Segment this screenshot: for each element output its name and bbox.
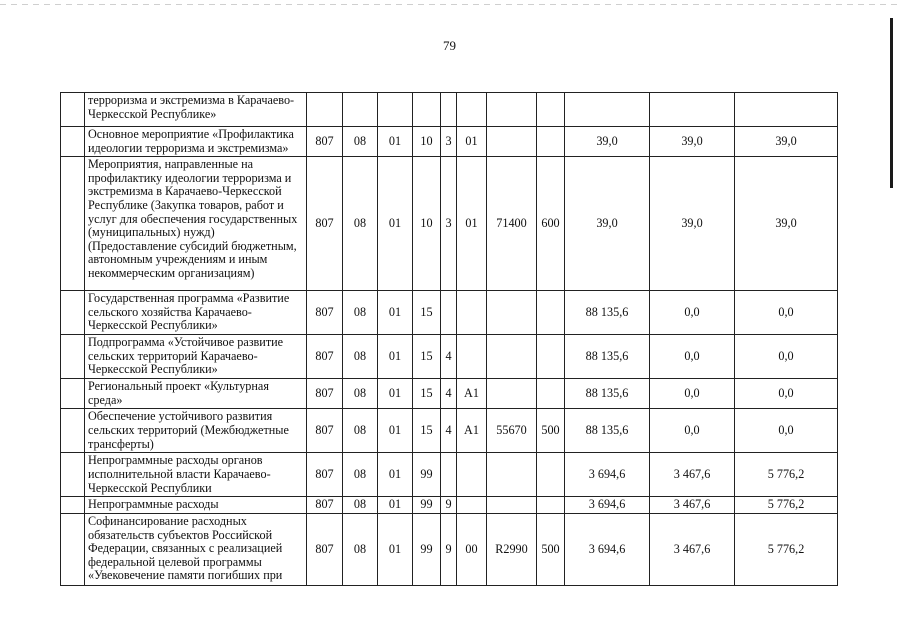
code-event (457, 291, 487, 335)
row-description: Основное мероприятие «Профилактика идеологии терроризма и экстремизма» (85, 127, 307, 157)
table-row (61, 453, 838, 497)
row-description: Подпрограмма «Устойчивое развитие сельских территорий Карачаево-Черкесской Республики» (85, 335, 307, 379)
code-direction: 55670 (487, 409, 537, 453)
code-gad: 807 (307, 127, 343, 157)
code-expense-type (537, 291, 565, 335)
budget-table (60, 92, 838, 586)
row-number-cell (61, 127, 85, 157)
table-row (61, 409, 838, 453)
amount-year-1: 88 135,6 (565, 291, 650, 335)
amount-year-1: 3 694,6 (565, 513, 650, 585)
amount-year-2: 3 467,6 (650, 453, 735, 497)
table-row (61, 497, 838, 514)
code-subsection: 01 (378, 453, 413, 497)
table-row (61, 127, 838, 157)
code-direction: R2990 (487, 513, 537, 585)
code-gad: 807 (307, 335, 343, 379)
code-gad: 807 (307, 157, 343, 291)
code-program: 99 (413, 513, 441, 585)
code-section (343, 93, 378, 127)
row-description: терроризма и экстремизма в Карачаево-Черкесской Республике» (85, 93, 307, 127)
code-program: 15 (413, 409, 441, 453)
code-program: 99 (413, 497, 441, 514)
code-direction (487, 379, 537, 409)
code-subprogram: 9 (441, 513, 457, 585)
table-row (61, 291, 838, 335)
row-number-cell (61, 335, 85, 379)
row-number-cell (61, 291, 85, 335)
code-subsection (378, 93, 413, 127)
code-program: 10 (413, 157, 441, 291)
amount-year-1: 39,0 (565, 157, 650, 291)
amount-year-3: 0,0 (735, 335, 838, 379)
amount-year-2: 39,0 (650, 157, 735, 291)
code-subprogram: 3 (441, 127, 457, 157)
code-expense-type (537, 93, 565, 127)
code-section: 08 (343, 379, 378, 409)
code-subprogram (441, 291, 457, 335)
code-section: 08 (343, 453, 378, 497)
code-gad: 807 (307, 409, 343, 453)
code-subsection: 01 (378, 157, 413, 291)
amount-year-2: 3 467,6 (650, 497, 735, 514)
row-number-cell (61, 409, 85, 453)
code-subprogram (441, 453, 457, 497)
row-description: Мероприятия, направленные на профилактику идеологии терроризма и экстремизма в Карачаево-Черкесской Республике (Закупка товаров, работ и услуг для обеспечения государственных (муниципальных) нужд) (Предоставление субсидий бюджетным, автономным учреждениям и иным некоммерческим организациям) (85, 157, 307, 291)
amount-year-3: 39,0 (735, 127, 838, 157)
table-row (61, 379, 838, 409)
code-subprogram (441, 93, 457, 127)
row-number-cell (61, 93, 85, 127)
amount-year-2: 0,0 (650, 291, 735, 335)
code-expense-type (537, 379, 565, 409)
code-direction: 71400 (487, 157, 537, 291)
code-event: 01 (457, 127, 487, 157)
row-number-cell (61, 453, 85, 497)
amount-year-3: 0,0 (735, 291, 838, 335)
code-direction (487, 127, 537, 157)
amount-year-1: 39,0 (565, 127, 650, 157)
code-gad: 807 (307, 453, 343, 497)
code-expense-type: 500 (537, 513, 565, 585)
table-row (61, 335, 838, 379)
code-subsection: 01 (378, 335, 413, 379)
code-event: A1 (457, 379, 487, 409)
table-row (61, 93, 838, 127)
code-subsection: 01 (378, 409, 413, 453)
row-description: Непрограммные расходы (85, 497, 307, 514)
code-expense-type (537, 497, 565, 514)
table-row (61, 157, 838, 291)
code-expense-type: 500 (537, 409, 565, 453)
amount-year-3: 39,0 (735, 157, 838, 291)
code-program: 15 (413, 291, 441, 335)
code-section: 08 (343, 513, 378, 585)
row-description: Обеспечение устойчивого развития сельских территорий (Межбюджетные трансферты) (85, 409, 307, 453)
code-event: A1 (457, 409, 487, 453)
amount-year-2: 0,0 (650, 335, 735, 379)
amount-year-3: 0,0 (735, 409, 838, 453)
amount-year-3: 5 776,2 (735, 453, 838, 497)
code-subprogram: 4 (441, 379, 457, 409)
page-number: 79 (443, 38, 456, 53)
amount-year-3 (735, 93, 838, 127)
code-gad: 807 (307, 291, 343, 335)
amount-year-3: 5 776,2 (735, 497, 838, 514)
code-program: 99 (413, 453, 441, 497)
amount-year-1: 88 135,6 (565, 335, 650, 379)
code-section: 08 (343, 157, 378, 291)
code-event (457, 93, 487, 127)
row-number-cell (61, 497, 85, 514)
code-gad: 807 (307, 379, 343, 409)
row-number-cell (61, 157, 85, 291)
amount-year-2: 0,0 (650, 379, 735, 409)
code-subsection: 01 (378, 291, 413, 335)
amount-year-1: 3 694,6 (565, 453, 650, 497)
row-description: Непрограммные расходы органов исполнительной власти Карачаево-Черкесской Республики (85, 453, 307, 497)
code-subprogram: 4 (441, 409, 457, 453)
row-number-cell (61, 513, 85, 585)
amount-year-3: 0,0 (735, 379, 838, 409)
code-gad (307, 93, 343, 127)
code-program: 15 (413, 379, 441, 409)
code-direction (487, 291, 537, 335)
code-expense-type (537, 127, 565, 157)
code-subsection: 01 (378, 379, 413, 409)
code-subprogram: 3 (441, 157, 457, 291)
amount-year-2 (650, 93, 735, 127)
code-event: 01 (457, 157, 487, 291)
row-description: Государственная программа «Развитие сельского хозяйства Карачаево-Черкесской Республики» (85, 291, 307, 335)
code-subsection: 01 (378, 513, 413, 585)
code-subsection: 01 (378, 127, 413, 157)
code-subsection: 01 (378, 497, 413, 514)
amount-year-1: 88 135,6 (565, 379, 650, 409)
code-section: 08 (343, 497, 378, 514)
code-subprogram: 4 (441, 335, 457, 379)
code-direction (487, 453, 537, 497)
code-section: 08 (343, 335, 378, 379)
code-expense-type (537, 335, 565, 379)
scan-edge-top (0, 4, 899, 5)
code-program: 10 (413, 127, 441, 157)
table-row (61, 513, 838, 585)
amount-year-2: 0,0 (650, 409, 735, 453)
amount-year-1 (565, 93, 650, 127)
code-direction (487, 335, 537, 379)
code-section: 08 (343, 409, 378, 453)
code-expense-type: 600 (537, 157, 565, 291)
row-description: Региональный проект «Культурная среда» (85, 379, 307, 409)
row-description: Софинансирование расходных обязательств субъектов Российской Федерации, связанных с реализацией федеральной целевой программы «Увековечение памяти погибших при (85, 513, 307, 585)
code-direction (487, 497, 537, 514)
code-section: 08 (343, 291, 378, 335)
code-section: 08 (343, 127, 378, 157)
code-subprogram: 9 (441, 497, 457, 514)
amount-year-3: 5 776,2 (735, 513, 838, 585)
row-number-cell (61, 379, 85, 409)
code-event (457, 453, 487, 497)
table-body (61, 93, 838, 586)
code-gad: 807 (307, 497, 343, 514)
amount-year-1: 88 135,6 (565, 409, 650, 453)
code-expense-type (537, 453, 565, 497)
code-program: 15 (413, 335, 441, 379)
code-gad: 807 (307, 513, 343, 585)
code-program (413, 93, 441, 127)
amount-year-2: 3 467,6 (650, 513, 735, 585)
code-event: 00 (457, 513, 487, 585)
code-direction (487, 93, 537, 127)
code-event (457, 335, 487, 379)
code-event (457, 497, 487, 514)
amount-year-1: 3 694,6 (565, 497, 650, 514)
amount-year-2: 39,0 (650, 127, 735, 157)
